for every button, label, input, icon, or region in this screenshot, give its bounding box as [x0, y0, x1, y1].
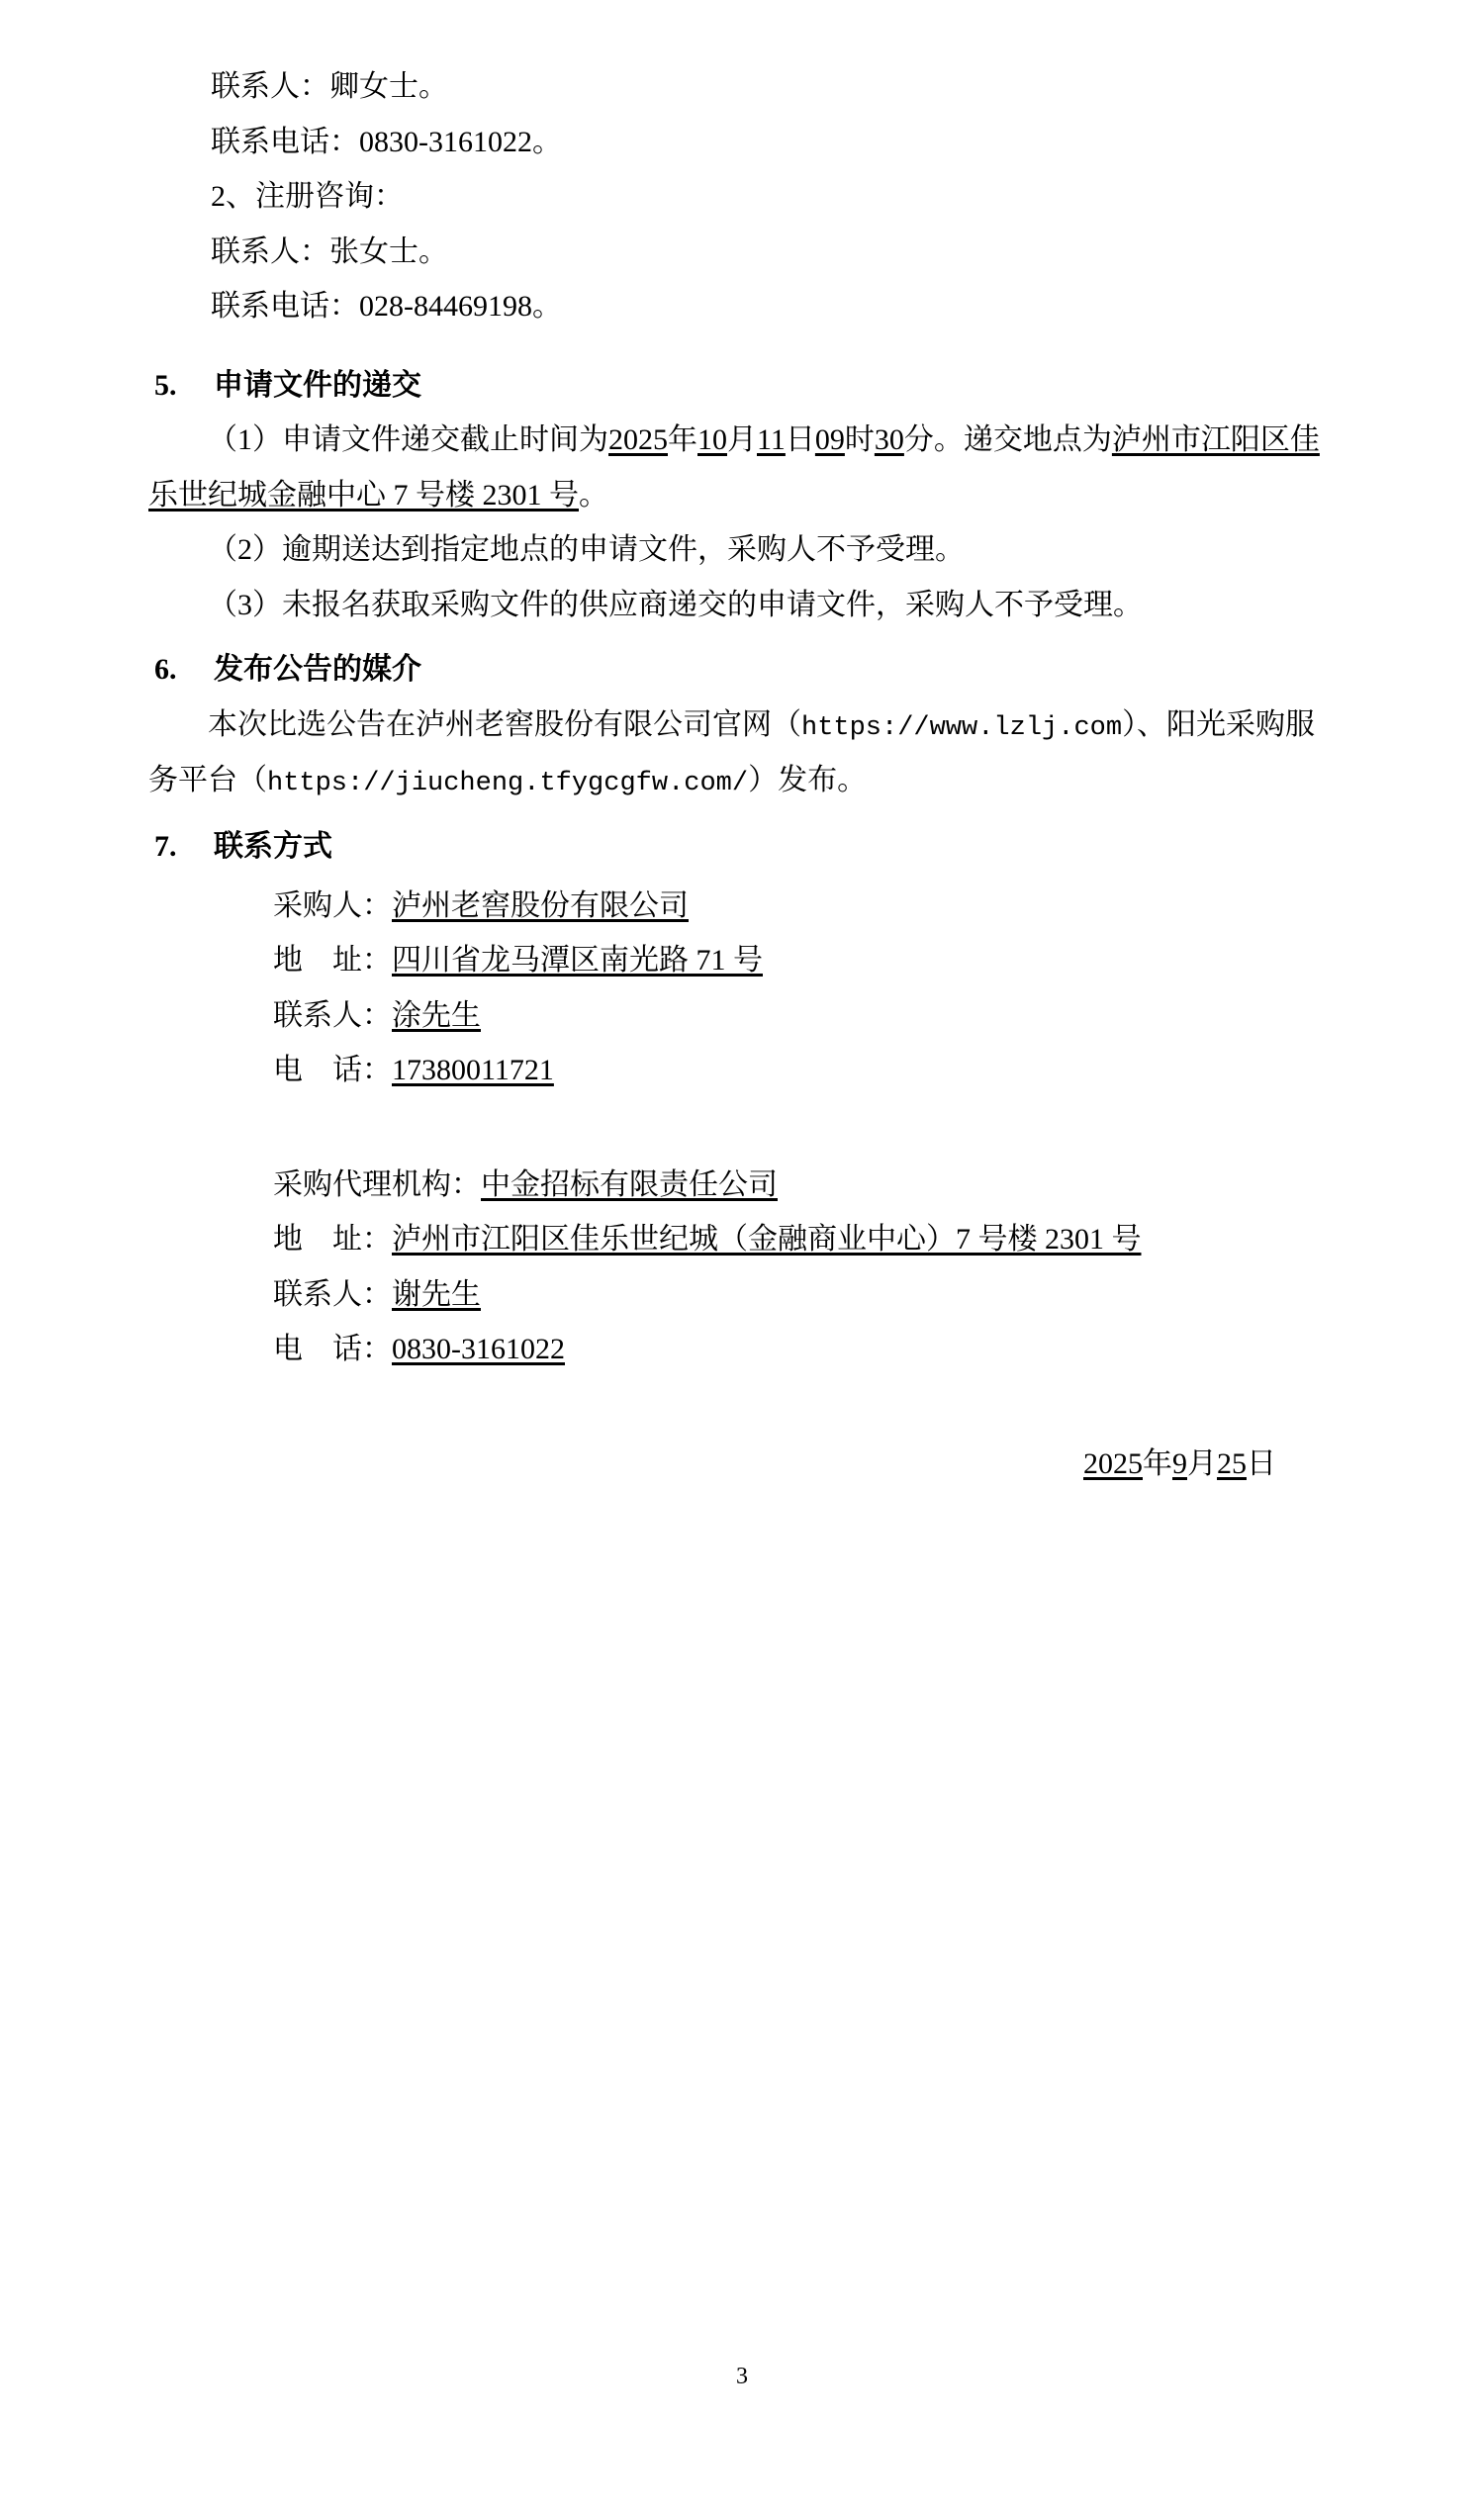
- signature-month: 9: [1172, 1446, 1187, 1480]
- address-value: 泸州市江阳区佳乐世纪城（金融商业中心）7 号楼 2301 号: [392, 1223, 1142, 1257]
- contact-line: 2、注册咨询：: [211, 180, 404, 213]
- section-title: 发布公告的媒介: [214, 653, 421, 686]
- signature-date: [148, 1437, 1336, 1492]
- section-heading-5: [148, 358, 1336, 414]
- agency-phone-row: [273, 1322, 1336, 1377]
- page-number: 3: [736, 2364, 748, 2389]
- location-suffix: 。: [579, 478, 608, 512]
- signature-month-unit: 月: [1187, 1446, 1217, 1480]
- section-number: 5.: [154, 368, 177, 402]
- deadline-month: 10: [697, 423, 727, 456]
- contact-label: 联系人：: [273, 1277, 392, 1311]
- purchaser-label: 采购人：: [273, 888, 392, 922]
- section-number: 7.: [154, 830, 177, 864]
- phone-label: 电 话：: [273, 1333, 392, 1366]
- contact-label: 联系人：: [273, 998, 392, 1032]
- section-number: 6.: [154, 653, 177, 686]
- purchaser-value: 泸州老窖股份有限公司: [392, 888, 689, 922]
- purchaser-name-row: [273, 879, 1336, 934]
- section6-paragraph: [148, 698, 1336, 810]
- section5-item1: [148, 413, 1336, 522]
- deadline-minute: 30: [874, 423, 904, 456]
- month-unit: 月: [727, 423, 757, 456]
- deadline-hour: 09: [814, 423, 845, 456]
- phone-value: 17380011721: [392, 1054, 554, 1087]
- signature-day: 25: [1217, 1446, 1247, 1480]
- submission-location: 泸州市江阳区佳乐世纪城金融中心 7 号楼 2301 号: [148, 423, 1320, 512]
- contact-value: 谢先生: [392, 1277, 481, 1311]
- agency-label: 采购代理机构：: [273, 1167, 481, 1201]
- purchaser-address-row: [273, 933, 1336, 988]
- section5-item2: （2）逾期送达到指定地点的申请文件，采购人不予受理。: [208, 533, 965, 566]
- agency-name-row: [273, 1158, 1336, 1213]
- contact-line: 联系人：卿女士。: [211, 70, 448, 103]
- deadline-year: 2025: [608, 423, 668, 456]
- media-text-2: ）、阳光采购服务平台（: [148, 707, 1316, 797]
- section-title: 申请文件的递交: [214, 368, 421, 402]
- deadline-day: 11: [757, 423, 786, 456]
- address-label: 地 址：: [273, 1223, 392, 1257]
- purchaser-phone-row: [273, 1043, 1336, 1098]
- address-value: 四川省龙马潭区南光路 71 号: [392, 944, 763, 978]
- top-contact-block: [148, 59, 1336, 334]
- document-body: [148, 59, 1336, 1491]
- address-label: 地 址：: [273, 944, 392, 978]
- section5-item3: （3）未报名获取采购文件的供应商递交的申请文件，采购人不予受理。: [208, 588, 1143, 621]
- purchaser-contact-row: [273, 988, 1336, 1044]
- agency-value: 中金招标有限责任公司: [481, 1167, 778, 1201]
- official-website-url: https://www.lzlj.com: [801, 712, 1123, 743]
- media-text-1: 本次比选公告在泸州老窖股份有限公司官网（: [208, 707, 801, 741]
- contact-line: 联系电话：0830-3161022。: [211, 125, 562, 158]
- contact-line: 联系人：张女士。: [211, 234, 448, 268]
- contact-line: 联系电话：028-84469198。: [211, 290, 562, 323]
- agency-contact-row: [273, 1267, 1336, 1323]
- signature-day-unit: 日: [1247, 1446, 1276, 1480]
- item1-prefix: （1）申请文件递交截止时间为: [208, 423, 608, 456]
- phone-value: 0830-3161022: [392, 1333, 565, 1366]
- minute-unit: 分。递交地点为: [903, 423, 1112, 456]
- section-heading-7: [148, 819, 1336, 875]
- section-title: 联系方式: [214, 830, 332, 864]
- signature-year: 2025: [1083, 1446, 1143, 1480]
- hour-unit: 时: [844, 423, 875, 456]
- media-text-3: ）发布。: [748, 764, 868, 797]
- phone-label: 电 话：: [273, 1054, 392, 1087]
- purchaser-contact-block: [148, 879, 1336, 1098]
- platform-url: https://jiucheng.tfygcgfw.com/: [267, 769, 749, 799]
- year-unit: 年: [668, 423, 697, 456]
- section-heading-6: [148, 642, 1336, 698]
- signature-year-unit: 年: [1143, 1446, 1172, 1480]
- day-unit: 日: [785, 423, 815, 456]
- agency-contact-block: [148, 1158, 1336, 1377]
- contact-value: 涂先生: [392, 998, 481, 1032]
- agency-address-row: [273, 1212, 1336, 1267]
